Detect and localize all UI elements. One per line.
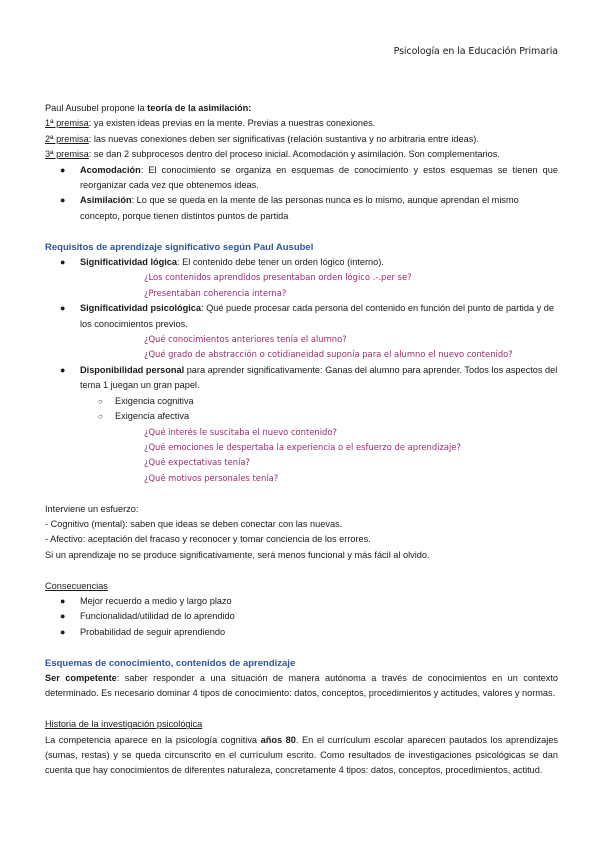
req-term: Significatividad lógica [80,257,177,268]
req-item-psicologica [45,301,558,332]
esquemas-paragraph [45,671,558,702]
question: ¿Presentaban coherencia interna? [144,287,287,298]
heading-requisitos: Requisitos de aprendizaje significativo según Paul Ausubel [45,241,314,253]
circle-bullet-icon: ○ [98,412,103,422]
req-text: para aprender significativamente: Ganas del alumno para aprender. Todos los aspectos del tema 1 juegan un gran papel. [80,364,558,391]
premise-label: 1ª premisa [45,118,89,129]
bullet-dot-icon: ● [60,364,66,375]
question: ¿Qué conocimientos anteriores tenía el alumno? [144,334,347,345]
bullet-dot-icon: ● [60,164,66,175]
req-term: Disponibilidad personal [80,364,185,375]
intro-line [45,101,558,116]
page-header: Psicología en la Educación Primaria [393,46,558,57]
req-item-logica [45,255,558,270]
bullet-dot-icon: ● [60,257,66,268]
esquemas-term: Ser competente [45,672,117,683]
esquemas-text: : saber responder a una situación de manera autónoma a través de conocimientos en un contexto determinado. Es necesario dominar 4 tipos de conocimiento: datos, conceptos, procedimientos y actitudes, valores y normas. [45,672,559,699]
sub-item [45,394,558,409]
historia-paragraph [45,733,558,779]
question: ¿Los contenidos aprendidos presentaban orden lógico .-.per se? [144,272,412,283]
bullet-dot-icon: ● [60,303,66,314]
bullet-dot-icon: ● [60,611,66,622]
list-item-text: Mejor recuerdo a medio y largo plazo [80,595,232,606]
premise-1 [45,116,558,131]
premise-3 [45,147,558,162]
heading-historia: Historia de la investigación psicológica [45,719,203,730]
historia-text: La competencia aparece en la psicología cognitiva [45,734,261,745]
req-term: Significatividad psicológica [80,303,201,314]
bullet-dot-icon: ● [60,626,66,637]
question: ¿Qué emociones le despertaba la experiencia o el esfuerzo de aprendizaje? [144,441,461,452]
list-item-text: Probabilidad de seguir aprendiendo [80,626,226,637]
circle-bullet-icon: ○ [98,396,103,406]
question: ¿Qué interés le suscitaba el nuevo contenido? [144,426,337,437]
premise-text: : se dan 2 subprocesos dentro del proceso inicial. Acomodación y asimilación. Son complementarios. [88,149,500,160]
historia-bold-text: años 80 [260,734,296,745]
premise-text: : las nuevas conexiones deben ser significativas (relación sustantiva y no arbitraria entre ideas). [88,133,479,144]
list-item [45,609,558,624]
req-text: : El contenido debe tener un orden lógico (interno). [177,257,384,268]
bullet-term: Acomodación [80,164,141,175]
bullet-dot-icon: ● [60,195,66,206]
esfuerzo-line: Interviene un esfuerzo: [45,503,139,514]
bullet-dot-icon: ● [60,595,66,606]
premise-2 [45,132,558,147]
heading-esquemas: Esquemas de conocimiento, contenidos de aprendizaje [45,657,296,669]
premise-label: 3ª premisa [45,149,89,160]
sub-item [45,409,558,424]
req-text: : Qué puede procesar cada persona del contenido en función del punto de partida y de los conocimientos previos. [80,303,554,329]
esfuerzo-line: - Afectivo: aceptación del fracaso y reconocer y tomar conciencia de los errores. [45,534,371,545]
sub-item-text: Exigencia afectiva [115,411,190,422]
premise-label: 2ª premisa [45,133,89,144]
bullet-text: : El conocimiento se organiza en esquemas de conocimiento y estos esquemas se tienen que reorganizar cada vez que obtenemos ideas. [80,164,558,191]
list-item [45,594,558,609]
question: ¿Qué grado de abstracción o cotidianeidad suponía para el alumno el nuevo contenido? [144,349,513,360]
list-item [45,625,558,640]
heading-consecuencias: Consecuencias [45,580,108,591]
bullet-term: Asimilación [80,195,132,206]
intro-text: Paul Ausubel propone la [45,103,148,113]
req-item-disponibilidad [45,363,558,394]
historia-text-rest: . En el currículum escolar aparecen pautados los aprendizajes (sumas, restas) y se queda circunscrito en el currículum escrito. Como resultados de investigaciones psicológicas se dan cuenta que hay conocimientos de diferentes naturaleza, concretamente 4 tipos: datos, conceptos, procedimientos, actitud. [45,734,559,776]
bullet-asimilacion [45,193,558,224]
bullet-text: : Lo que se queda en la mente de las personas nunca es lo mismo, aunque aprendan el mismo concepto, porque tienen distintos puntos de partida [80,195,519,221]
bullet-acomodacion [45,163,558,194]
esfuerzo-line: - Cognitivo (mental): saben que ideas se deben conectar con las nuevas. [45,518,343,529]
document-body [45,101,558,779]
sub-item-text: Exigencia cognitiva [115,395,194,406]
question: ¿Qué expectativas tenía? [144,457,250,468]
intro-bold-text: teoría de la asimilación: [147,103,252,113]
esfuerzo-line: Si un aprendizaje no se produce significativamente, será menos funcional y más fácil al olvido. [45,549,430,560]
premise-text: : ya existen ideas previas en la mente. Previas a nuestras conexiones. [88,118,376,129]
list-item-text: Funcionalidad/utilidad de lo aprendido [80,611,235,622]
question: ¿Qué motivos personales tenía? [144,472,279,483]
